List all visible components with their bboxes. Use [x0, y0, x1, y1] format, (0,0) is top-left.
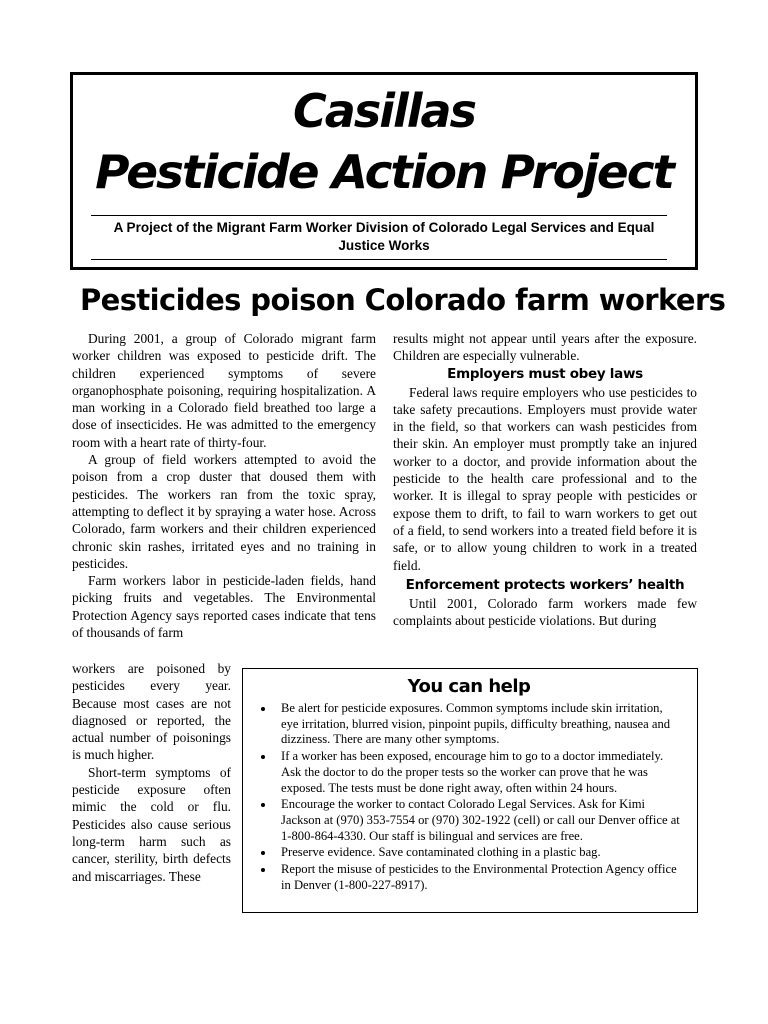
help-list-item: • Be alert for pesticide exposures. Common symptoms include skin irritation, eye irritation, blurred vision, pinpoint pupils, difficulty breathing, nausea and dizziness. There are many other symptoms.	[275, 701, 683, 748]
help-box-title: You can help	[407, 676, 531, 697]
article-column-left	[72, 330, 376, 641]
article-paragraph: workers are poisoned by pesticides every year. Because most cases are not diagnosed or reported, the actual number of poisonings is much higher.	[72, 661, 231, 763]
article-paragraph: Short-term symptoms of pesticide exposure often mimic the cold or flu. Pesticides also cause serious long-term harm such as cancer, sterility, birth defects and miscarriages. These	[72, 764, 231, 884]
help-list-item: • Report the misuse of pesticides to the Environmental Protection Agency office in Denver (1-800-227-8917).	[275, 862, 683, 893]
subhead-enforcement: Enforcement protects workers’ health	[405, 576, 685, 593]
masthead-title-line2: Pesticide Action Project	[95, 145, 673, 199]
article-paragraph: results might not appear until years after the exposure. Children are especially vulnerable.	[393, 331, 697, 364]
masthead-title-line1: Casillas	[293, 84, 475, 138]
article-paragraph: Federal laws require employers who use pesticides to take safety precautions. Employers must provide water in the field, so that workers can wash pesticides from their skin. An employer must promptly take an injured worker to a doctor, and provide information about the pesticide to the health care professional and to the worker. It is illegal to spray people with pesticides or expose them to drift, to fail to warn workers to get out of a field, to send workers into a treated field before it is safe, or to allow young children to work in a treated field.	[393, 384, 697, 573]
help-box	[242, 668, 698, 913]
article-headline: Pesticides poison Colorado farm workers	[80, 283, 726, 317]
masthead-divider-top	[91, 215, 667, 216]
article-paragraph: Until 2001, Colorado farm workers made few complaints about pesticide violations. But during	[393, 595, 697, 629]
help-list-item: • If a worker has been exposed, encourage him to go to a doctor immediately. Ask the doctor to do the proper tests so the worker can prove that he was exposed. The tests must be done right away, often within 24 hours.	[275, 749, 683, 796]
help-list	[255, 701, 683, 893]
article-paragraph: During 2001, a group of Colorado migrant farm worker children was exposed to pesticide drift. The children experienced symptoms of severe organophosphate poisoning, requiring hospitalization. A man working in a Colorado field breathed too large a dose of insecticides. He was admitted to the emergency room with a heart rate of thirty-four.	[72, 331, 376, 450]
article-column-right	[393, 330, 697, 629]
help-list-item: • Encourage the worker to contact Colorado Legal Services. Ask for Kimi Jackson at (970) 353-7554 or (970) 302-1922 (cell) or call our Denver office at 1-800-864-4330. Our staff is bilingual and services are free.	[275, 797, 683, 844]
masthead-box	[70, 72, 698, 270]
article-paragraph: A group of field workers attempted to avoid the poison from a crop duster that doused them with pesticides. The workers ran from the toxic spray, attempting to deflect it by spraying a water hose. Across Colorado, farm workers and their children experienced chronic skin rashes, irritated eyes and no training in pesticides.	[72, 452, 376, 571]
subhead-employers: Employers must obey laws	[447, 365, 643, 382]
masthead-subtitle: A Project of the Migrant Farm Worker Division of Colorado Legal Services and Equal Justice Works	[113, 220, 655, 253]
masthead-divider-bottom	[91, 259, 667, 260]
help-list-item: • Preserve evidence. Save contaminated clothing in a plastic bag.	[275, 845, 683, 861]
article-column-left-narrow	[72, 660, 231, 885]
article-paragraph: Farm workers labor in pesticide-laden fields, hand picking fruits and vegetables. The Environmental Protection Agency says reported cases indicate that tens of thousands of farm	[72, 573, 376, 641]
